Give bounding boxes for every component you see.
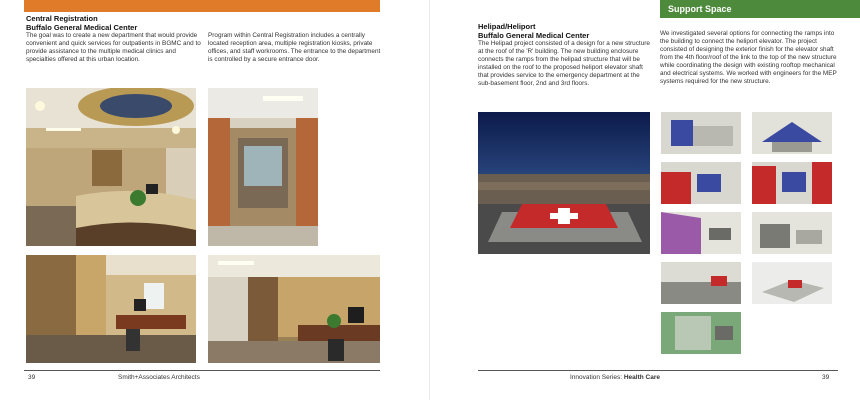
support-space-tab: Support Space [660, 0, 860, 18]
helipad-aerial-photo [478, 112, 650, 254]
entrance-door-photo [208, 88, 318, 246]
orange-header-bar [24, 0, 380, 12]
rendering-thumb-8 [752, 262, 832, 304]
left-footer-rule [24, 370, 380, 371]
heading-subtitle: Buffalo General Medical Center [26, 23, 138, 32]
rendering-thumb-7 [661, 262, 741, 304]
right-footer-rule [478, 370, 838, 371]
body-text-col2-block [660, 30, 838, 86]
body-text-col2: Program within Central Registration includes a centrally located reception area, multiple registration kiosks, private offices, and staff workrooms. The entrance to the department is controlled by a secure entrance door. [208, 32, 381, 63]
left-page-number: 39 [28, 374, 36, 381]
office-desk-photo [208, 255, 380, 363]
rendering-thumb-5 [661, 212, 741, 254]
rendering-thumb-4 [752, 162, 832, 204]
central-registration-heading [26, 14, 206, 64]
heading-title: Helipad/Heliport [478, 22, 536, 31]
rendering-thumb-1 [661, 112, 741, 154]
right-page-number: 39 [822, 374, 830, 381]
body-text-col2-block [208, 32, 384, 64]
heading-title: Central Registration [26, 14, 98, 23]
left-footer-firm: Smith+Associates Architects [118, 374, 200, 381]
helipad-heading [478, 22, 650, 88]
rendering-thumb-3 [661, 162, 741, 204]
body-text-col1: The goal was to create a new department that would provide convenient and quick services for outpatients in BGMC and to provide assistance to the multiple medical clinics and specialties offered at this urban location. [26, 32, 201, 63]
series-topic: Health Care [623, 374, 660, 381]
right-footer-series [570, 374, 660, 381]
body-text-col2: We investigated several options for connecting the ramps into the building to connect the heliport elevator. The project consisted of designing the exterior finish for the elevator shaft from the 4th floor/roof of the link to the top of the new structure while coordinating the design with existing rooftop mechanical and electrical systems. We worked with engineers for the MEP systems required for the new structure. [660, 30, 837, 85]
body-text-col1: The Helipad project consisted of a design for a new structure at the roof of the 'R' building. The new building enclosure connects the ramps from the helipad structure that will be installed on the roof to the proposed heliport elevator shaft that provides service to the emergency department at the sub-basement floor, 2nd and 3rd floors. [478, 40, 650, 87]
rendering-thumb-2 [752, 112, 832, 154]
reception-photo [26, 88, 196, 246]
heading-subtitle: Buffalo General Medical Center [478, 31, 590, 40]
series-label: Innovation Series: [570, 374, 624, 381]
rendering-thumb-9 [661, 312, 741, 354]
offices-corridor-photo [26, 255, 196, 363]
rendering-thumb-6 [752, 212, 832, 254]
right-page [430, 0, 860, 400]
